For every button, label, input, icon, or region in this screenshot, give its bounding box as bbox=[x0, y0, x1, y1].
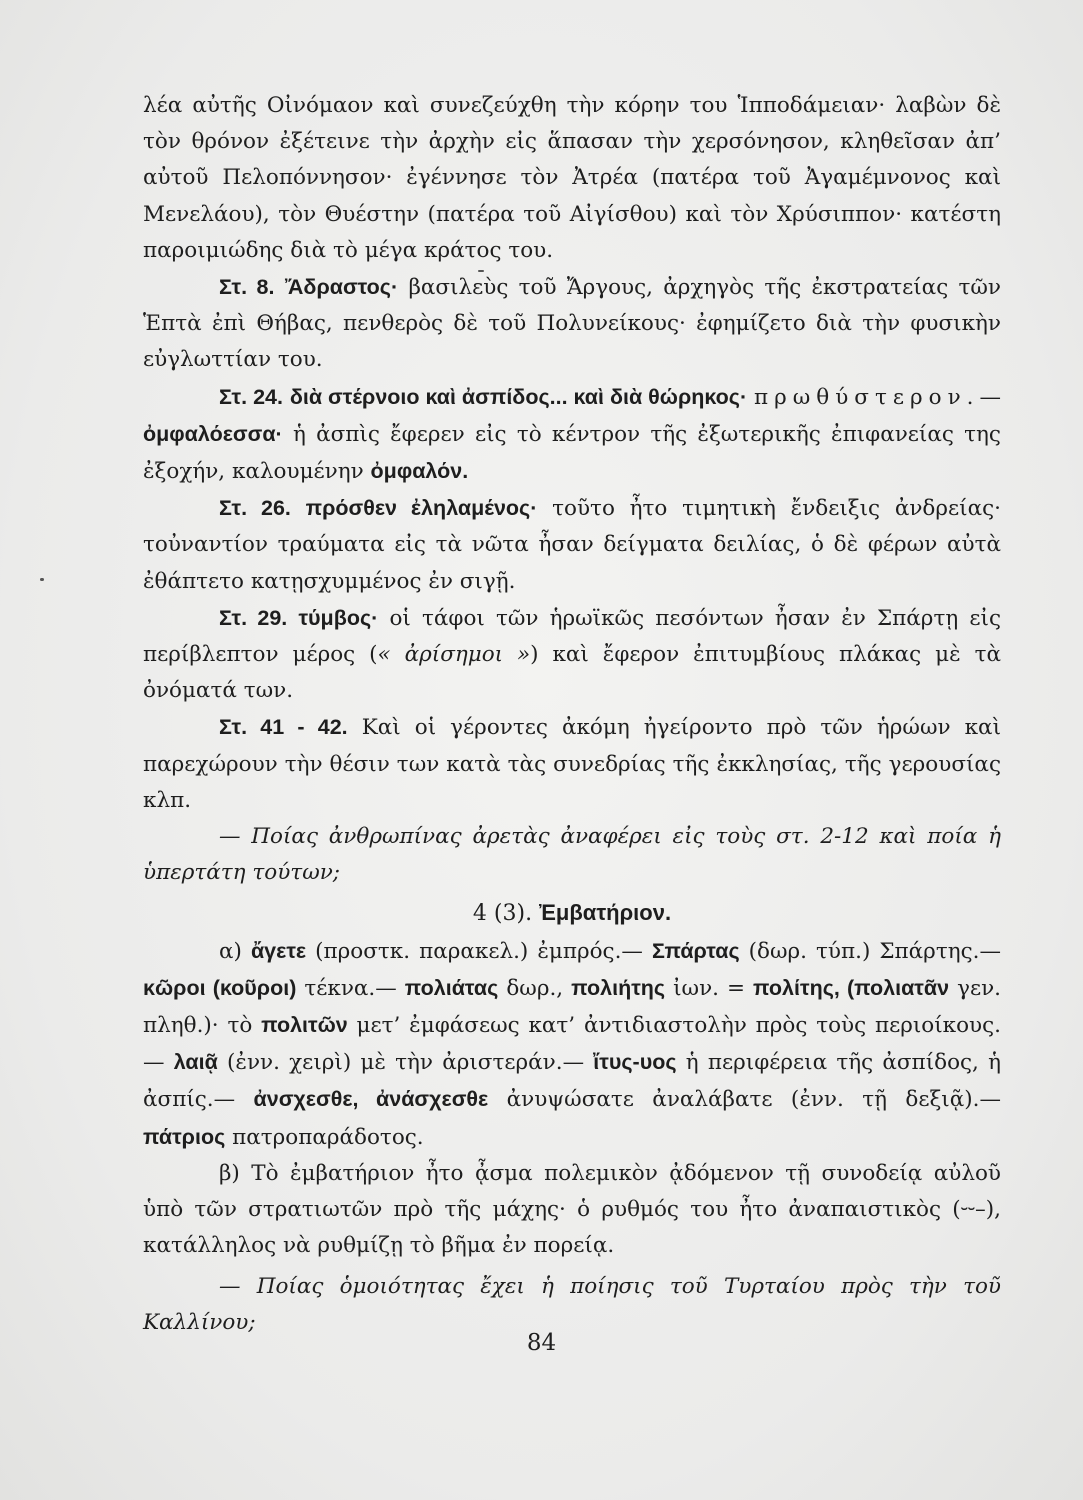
gloss-text-a: οἱ τάφοι τῶν ἡρωϊκῶς πεσόντων ἦσαν ἐν Σπάρτῃ εἰς περίβλεπτον μέρος ( bbox=[143, 605, 1001, 668]
gloss-term: πολιήτης bbox=[571, 975, 666, 1000]
alpha-label: α) bbox=[219, 938, 242, 964]
gloss-term-3: ὀμφαλόν. bbox=[370, 459, 469, 484]
paragraph-verse-8 bbox=[143, 269, 1001, 379]
gloss-term: πάτριος bbox=[143, 1124, 226, 1149]
beta-text-b: ), κατάλληλος νὰ ρυθμίζῃ τὸ βῆμα ἐν πορείᾳ. bbox=[143, 1197, 1001, 1259]
dash: — bbox=[979, 384, 1001, 410]
section-number: 4 (3). bbox=[472, 901, 533, 927]
gloss-text: (δωρ. τύπ.) Σπάρτης.— bbox=[739, 938, 1001, 964]
verse-ref: Στ. 24. bbox=[219, 384, 283, 409]
beta-label: β) bbox=[219, 1160, 240, 1186]
gloss-term: Ἄδραστος· bbox=[284, 275, 399, 300]
gloss-term: Σπάρτας bbox=[651, 938, 740, 963]
gloss-text: (ἐνν. χειρὶ) μὲ τὴν ἀριστεράν.— bbox=[217, 1050, 594, 1076]
paragraph-verse-29 bbox=[143, 600, 1001, 710]
gloss-term: διὰ στέρνοιο καὶ ἀσπίδος... καὶ διὰ θώρηκος· bbox=[289, 384, 748, 409]
gloss-text-b: ) καὶ ἔφερον ἐπιτυμβίους πλάκας μὲ τὰ ὀνόματά των. bbox=[143, 642, 1001, 704]
gloss-term: πολιτῶν bbox=[261, 1013, 348, 1038]
paragraph-verse-26 bbox=[143, 490, 1001, 600]
gloss-term: ἀνσχεσθε, ἀνάσχεσθε bbox=[253, 1087, 489, 1112]
spaced-term: πρωθύστερον. bbox=[753, 384, 980, 410]
verse-ref: Στ. 26. bbox=[219, 496, 291, 521]
verse-ref: Στ. 41 - 42. bbox=[219, 715, 348, 740]
gloss-term: πολίτης, (πολιατᾶν bbox=[753, 975, 950, 1000]
gloss-text: γεν. πληθ.)· τὸ bbox=[143, 975, 1001, 1039]
gloss-text: πατροπαράδοτος. bbox=[225, 1124, 424, 1150]
quoted-word: « ἀρίσημοι » bbox=[377, 642, 531, 668]
gloss-text: τέκνα.— bbox=[296, 975, 405, 1001]
gloss-term-2: ὀμφαλόεσσα· bbox=[143, 421, 283, 446]
gloss-text: βασιλεὺς τοῦ Ἄργους, ἀρχηγὸς τῆς ἐκστρατείας τῶν Ἑπτὰ ἐπὶ Θήβας, πενθερὸς δὲ τοῦ Πολυνείκους· ἐφημίζετο διὰ τὴν φυσικὴν εὐγλωττίαν του. bbox=[143, 275, 1001, 373]
beta-text: Τὸ ἐμβατήριον ἦτο ᾆσμα πολεμικὸν ᾀδόμενον τῇ συνοδείᾳ αὐλοῦ ὑπὸ τῶν στρατιωτῶν πρὸ τῆς μάχης· ὁ ρυθμός του ἦτο ἀναπαιστικὸς ( bbox=[143, 1160, 1001, 1223]
gloss-term: πολιάτας bbox=[404, 975, 499, 1000]
gloss-text: Καὶ οἱ γέροντες ἀκόμη ἠγείροντο πρὸ τῶν ἡρώων καὶ παρεχώρουν τὴν θέσιν των κατὰ τὰς συνεδρίας τῆς ἐκκλησίας, τῆς γερουσίας κλπ. bbox=[143, 715, 1001, 813]
gloss-text: ἰων. = bbox=[665, 975, 754, 1001]
gloss-term: ἄγετε bbox=[250, 938, 307, 963]
meter-symbol: ⏑⏑– bbox=[960, 1197, 986, 1223]
question-2: — Ποίας ὁμοιότητας ἔχει ἡ ποίησις τοῦ Τυρταίου πρὸς τὴν τοῦ Καλλίνου; bbox=[143, 1273, 1001, 1335]
paragraph-verse-24 bbox=[143, 379, 1001, 491]
scan-speck bbox=[40, 578, 44, 581]
paragraph-beta bbox=[143, 1156, 1001, 1265]
gloss-text: ἡ ἀσπὶς ἔφερεν εἰς τὸ κέντρον τῆς ἐξωτερικῆς ἐπιφανείας της ἐξοχήν, καλουμένην bbox=[143, 421, 1001, 485]
question-1: — Ποίας ἀνθρωπίνας ἀρετὰς ἀναφέρει εἰς τοὺς στ. 2-12 καὶ ποία ἡ ὑπερτάτη τούτων; bbox=[143, 824, 1001, 886]
gloss-term: λαιᾷ bbox=[173, 1050, 218, 1075]
verse-ref: Στ. 8. bbox=[219, 275, 275, 300]
gloss-text: δωρ., bbox=[498, 975, 572, 1001]
gloss-term: κῶροι (κοῦροι) bbox=[143, 975, 297, 1000]
verse-ref: Στ. 29. bbox=[219, 605, 288, 630]
body-text bbox=[143, 88, 1001, 1341]
page-number: 84 bbox=[526, 1330, 557, 1356]
gloss-term: τύμβος· bbox=[298, 605, 379, 630]
paragraph-alpha bbox=[143, 933, 1001, 1156]
gloss-text: (προστκ. παρακελ.) ἐμπρός.— bbox=[306, 938, 652, 964]
scan-speck bbox=[478, 270, 484, 272]
section-title: Ἐμβατήριον. bbox=[539, 900, 672, 926]
gloss-text: ἡ περιφέρεια τῆς ἀσπίδος, ἡ ἀσπίς.— bbox=[143, 1050, 1001, 1113]
gloss-text: τοῦτο ἦτο τιμητικὴ ἔνδειξις ἀνδρείας· τοὐναντίον τραύματα εἰς τὰ νῶτα ἦσαν δείγματα δειλίας, ὁ δὲ φέρων αὐτὰ ἐθάπτετο κατῃσχυμμένος ἐν σιγῇ. bbox=[143, 496, 1001, 594]
alpha-glosses bbox=[143, 939, 1001, 1150]
gloss-text: μετ’ ἐμφάσεως κατ’ ἀντιδιαστολὴν πρὸς τοὺς περιοίκους.— bbox=[143, 1013, 1001, 1076]
gloss-term: ἴτυς-υος bbox=[593, 1050, 677, 1075]
section-heading bbox=[143, 895, 1001, 932]
gloss-term: πρόσθεν ἐληλαμένος· bbox=[305, 496, 538, 521]
paragraph-verse-41-42 bbox=[143, 709, 1001, 819]
gloss-text: ἀνυψώσατε ἀναλάβατε (ἐνν. τῇ δεξιᾷ).— bbox=[488, 1087, 1001, 1113]
paragraph-1: λέα αὐτῆς Οἰνόμαον καὶ συνεζεύχθη τὴν κόρην του Ἱπποδάμειαν· λαβὼν δὲ τὸν θρόνον ἐξέτεινε τὴν ἀρχὴν εἰς ἅπασαν τὴν χερσόνησον, κληθεῖσαν ἀπ’ αὐτοῦ Πελοπόννησον· ἐγέννησε τὸν Ἀτρέα (πατέρα τοῦ Ἀγαμέμνονος καὶ Μενελάου), τὸν Θυέστην (πατέρα τοῦ Αἰγίσθου) καὶ τὸν Χρύσιππον· κατέστη παροιμιώδης διὰ τὸ μέγα κράτος του. bbox=[143, 93, 1001, 263]
